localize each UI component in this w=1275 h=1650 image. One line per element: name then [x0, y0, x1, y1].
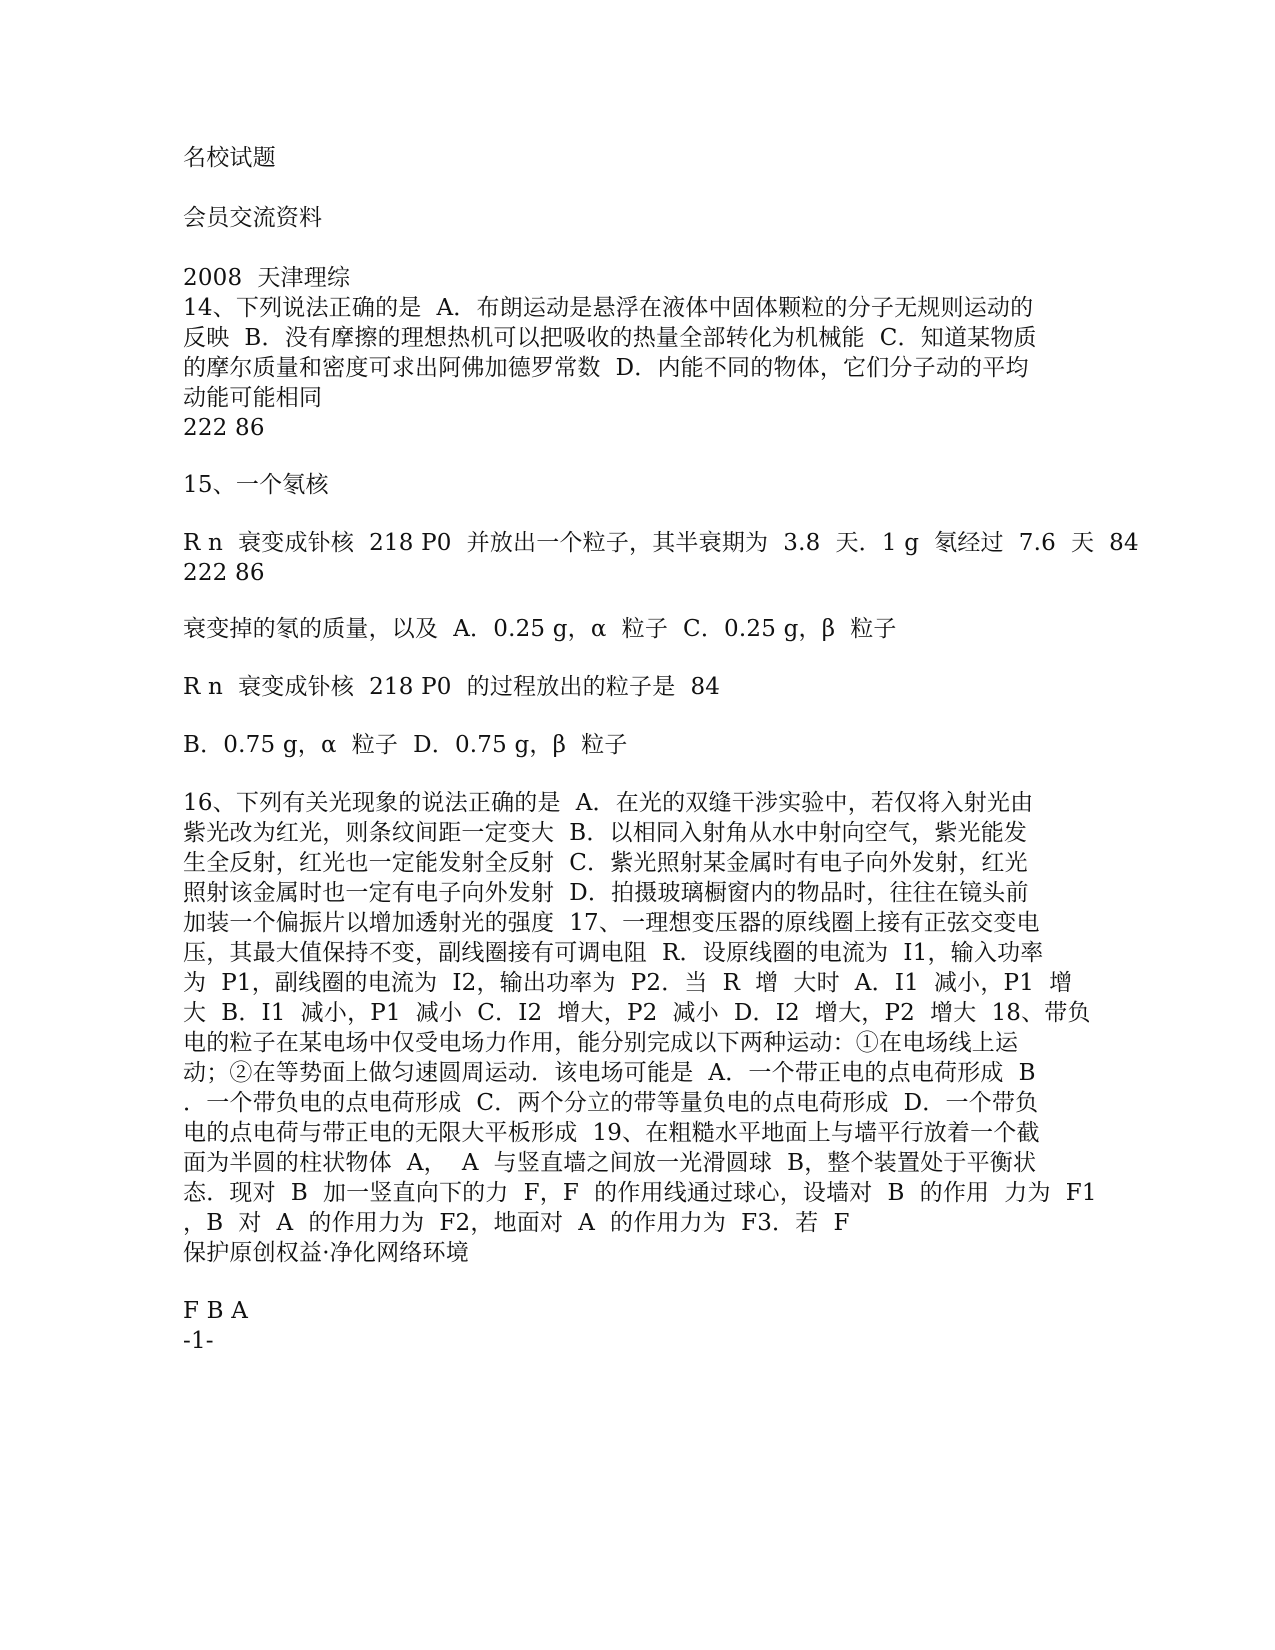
- q16-19-line: 16、下列有关光现象的说法正确的是 A．在光的双缝干涉实验中，若仅将入射光由: [183, 790, 1034, 816]
- q16-19-line: 动；②在等势面上做匀速圆周运动．该电场可能是 A．一个带正电的点电荷形成 B: [183, 1060, 1036, 1086]
- q14-line: 14、下列说法正确的是 A．布朗运动是悬浮在液体中固体颗粒的分子无规则运动的: [183, 295, 1034, 321]
- q16-19-line: 加装一个偏振片以增加透射光的强度 17、一理想变压器的原线圈上接有正弦交变电: [183, 910, 1040, 936]
- page-number: -1-: [183, 1328, 214, 1354]
- q15-line: 衰变掉的氡的质量，以及 A．0.25 g，α 粒子 C．0.25 g，β 粒子: [183, 616, 897, 642]
- q16-19-line: 压，其最大值保持不变，副线圈接有可调电阻 R．设原线圈的电流为 I1，输入功率: [183, 940, 1044, 966]
- q16-19-line: 电的点电荷与带正电的无限大平板形成 19、在粗糙水平地面上与墙平行放着一个截: [183, 1120, 1040, 1146]
- q14-line: 反映 B．没有摩擦的理想热机可以把吸收的热量全部转化为机械能 C．知道某物质: [183, 325, 1037, 351]
- header-line-2: 会员交流资料: [183, 205, 323, 231]
- q14-line: 动能可能相同: [183, 385, 323, 411]
- q16-19-line: 大 B．I1 减小，P1 减小 C．I2 增大，P2 减小 D．I2 增大，P2 增大 18、带负: [183, 1000, 1091, 1026]
- q16-19-line: 紫光改为红光，则条纹间距一定变大 B．以相同入射角从水中射向空气，紫光能发: [183, 820, 1028, 846]
- q14-line: 的摩尔质量和密度可求出阿佛加德罗常数 D．内能不同的物体，它们分子动的平均: [183, 355, 1029, 381]
- q16-19-line: 态．现对 B 加一竖直向下的力 F，F 的作用线通过球心，设墙对 B 的作用 力为 F1: [183, 1180, 1097, 1206]
- subscript-numbers: 222 86: [183, 415, 265, 441]
- q16-19-line: ，B 对 A 的作用力为 F2，地面对 A 的作用力为 F3．若 F: [183, 1210, 850, 1236]
- footer-slogan: 保护原创权益·净化网络环境: [183, 1240, 469, 1266]
- q15-line: R n 衰变成钋核 218 P0 并放出一个粒子，其半衰期为 3.8 天．1 g 氡经过 7.6 天 84: [183, 530, 1139, 556]
- q16-19-line: 照射该金属时也一定有电子向外发射 D．拍摄玻璃橱窗内的物品时，往往在镜头前: [183, 880, 1029, 906]
- q15-line: R n 衰变成钋核 218 P0 的过程放出的粒子是 84: [183, 674, 721, 700]
- header-line-1: 名校试题: [183, 145, 276, 171]
- q16-19-line: 为 P1，副线圈的电流为 I2，输出功率为 P2．当 R 增 大时 A．I1 减小，P1 增: [183, 970, 1073, 996]
- q16-19-line: 面为半圆的柱状物体 A， A 与竖直墙之间放一光滑圆球 B，整个装置处于平衡状: [183, 1150, 1037, 1176]
- q15-line: B．0.75 g，α 粒子 D．0.75 g，β 粒子: [183, 732, 628, 758]
- q15-title: 15、一个氡核: [183, 472, 329, 498]
- exam-title: 2008 天津理综: [183, 265, 351, 291]
- q16-19-line: ．一个带负电的点电荷形成 C．两个分立的带等量负电的点电荷形成 D．一个带负: [183, 1090, 1039, 1116]
- figure-labels: F B A: [183, 1298, 249, 1324]
- subscript-numbers: 222 86: [183, 560, 265, 586]
- q16-19-line: 电的粒子在某电场中仅受电场力作用，能分别完成以下两种运动：①在电场线上运: [183, 1030, 1019, 1056]
- q16-19-line: 生全反射，红光也一定能发射全反射 C．紫光照射某金属时有电子向外发射，红光: [183, 850, 1028, 876]
